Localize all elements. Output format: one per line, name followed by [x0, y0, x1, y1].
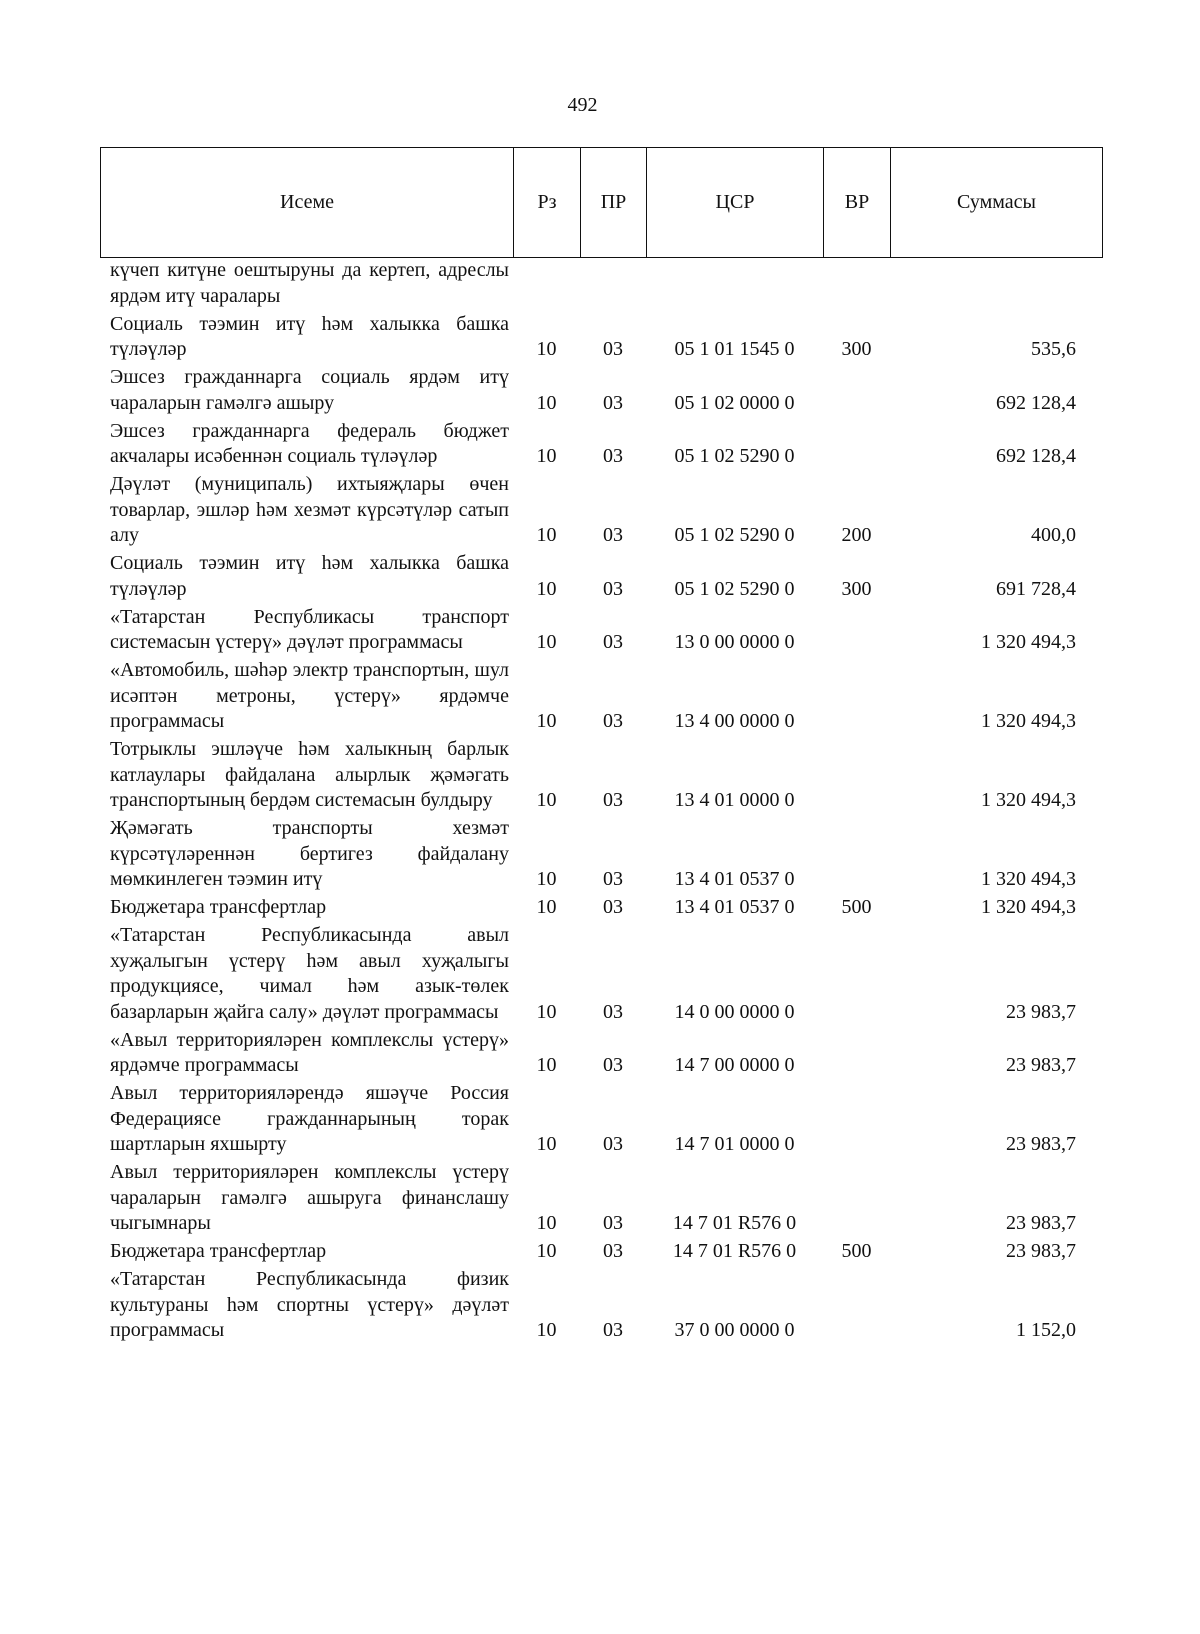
row-name: Бюджетара трансфертлар: [110, 896, 327, 918]
row-rz: 10: [536, 1000, 557, 1023]
table-row: [0, 895, 1165, 921]
row-rz: 10: [536, 577, 557, 600]
row-name: Җәмәгать транспорты хезмәт күрсәтүләреннән бертигез файдалану мөмкинлеген тәэмин итү: [110, 817, 509, 890]
row-csr: 13 4 01 0537 0: [674, 896, 795, 918]
row-name: Бюджетара трансфертлар: [110, 1240, 327, 1262]
row-csr: 14 0 00 0000 0: [674, 1000, 795, 1023]
row-pr: 03: [603, 1212, 623, 1234]
row-sum: 1 320 494,3: [981, 789, 1076, 811]
table-row: [0, 1239, 1165, 1265]
row-rz: 10: [536, 1054, 557, 1076]
header-name: Исеме: [101, 148, 514, 257]
table-row: [0, 1081, 1165, 1158]
row-sum: 691 728,4: [996, 577, 1076, 600]
row-csr: 05 1 02 0000 0: [674, 391, 795, 414]
row-csr: 05 1 02 5290 0: [674, 577, 795, 600]
row-csr: 13 4 01 0537 0: [674, 868, 795, 890]
row-pr: 03: [603, 445, 623, 467]
row-name: Авыл территорияләрен комплекслы үстерү чараларын гамәлгә ашыруга финанслашу чыгымнары: [110, 1161, 509, 1234]
row-pr: 03: [603, 391, 623, 414]
header-vr: ВР: [824, 148, 891, 257]
row-rz: 10: [536, 896, 557, 918]
row-name: Социаль тәэмин итү һәм халыкка башка түләүләр: [110, 552, 509, 600]
page-number: 492: [567, 94, 598, 116]
row-rz: 10: [536, 1319, 557, 1341]
table-row: [0, 258, 1165, 309]
table-row: [0, 1028, 1165, 1079]
table-row: [0, 365, 1165, 416]
row-sum: 1 152,0: [1016, 1319, 1076, 1341]
row-rz: 10: [536, 1240, 557, 1262]
row-name: Авыл территорияләрендә яшәүче Россия Федерациясе гражданнарының торак шартларын яхшырту: [110, 1082, 509, 1155]
row-rz: 10: [536, 524, 557, 546]
row-pr: 03: [603, 868, 623, 890]
row-sum: 1 320 494,3: [981, 868, 1076, 890]
row-csr: 14 7 01 0000 0: [674, 1133, 795, 1155]
row-csr: 13 4 01 0000 0: [674, 789, 795, 811]
row-vr: 500: [841, 896, 872, 918]
row-sum: 23 983,7: [1006, 1000, 1076, 1023]
row-sum: 23 983,7: [1006, 1133, 1076, 1155]
row-sum: 23 983,7: [1006, 1212, 1076, 1234]
table-row: [0, 419, 1165, 470]
table-header: [100, 147, 1103, 258]
row-name: күчеп китүне оештыруны да кертеп, адреслы ярдәм итү чаралары: [110, 259, 509, 307]
header-pr: ПР: [581, 148, 647, 257]
table-row: [0, 1267, 1165, 1344]
row-sum: 23 983,7: [1006, 1240, 1076, 1262]
row-csr: 14 7 01 R576 0: [672, 1212, 797, 1234]
row-vr: 200: [841, 524, 872, 546]
row-pr: 03: [603, 1133, 623, 1155]
header-rz: Рз: [514, 148, 581, 257]
row-rz: 10: [536, 631, 557, 653]
row-csr: 13 4 00 0000 0: [674, 710, 795, 732]
row-vr: 300: [841, 338, 872, 360]
row-pr: 03: [603, 338, 623, 360]
row-sum: 23 983,7: [1006, 1054, 1076, 1076]
row-name: Эшсез гражданнарга федераль бюджет акчалары исәбеннән социаль түләүләр: [110, 419, 509, 467]
row-pr: 03: [603, 631, 623, 653]
row-name: «Автомобиль, шәһәр электр транспортын, шул исәптән метроны, үстерү» ярдәмче программасы: [110, 659, 509, 732]
table-row: [0, 658, 1165, 735]
row-rz: 10: [536, 789, 557, 811]
row-rz: 10: [536, 710, 557, 732]
table-row: [0, 472, 1165, 549]
row-sum: 692 128,4: [996, 391, 1076, 414]
row-sum: 1 320 494,3: [981, 896, 1076, 918]
row-pr: 03: [603, 896, 623, 918]
row-csr: 05 1 02 5290 0: [674, 445, 795, 467]
row-csr: 14 7 00 0000 0: [674, 1054, 795, 1076]
table-row: [0, 1160, 1165, 1237]
row-csr: 05 1 02 5290 0: [674, 524, 795, 546]
row-rz: 10: [536, 445, 557, 467]
row-pr: 03: [603, 1240, 623, 1262]
row-csr: 13 0 00 0000 0: [674, 631, 795, 653]
row-name: «Татарстан Республикасында физик культураны һәм спортны үстерү» дәүләт программасы: [110, 1268, 509, 1341]
row-pr: 03: [603, 1054, 623, 1076]
table-body: [0, 258, 1165, 1346]
row-vr: 300: [841, 577, 872, 600]
table-row: [0, 312, 1165, 363]
row-pr: 03: [603, 710, 623, 732]
table-row: [0, 816, 1165, 893]
row-pr: 03: [603, 577, 623, 600]
header-csr: ЦСР: [647, 148, 824, 257]
row-pr: 03: [603, 789, 623, 811]
table-row: [0, 551, 1165, 602]
row-name: Дәүләт (муниципаль) ихтыяҗлары өчен товарлар, эшләр һәм хезмәт күрсәтүләр сатып алу: [110, 473, 509, 546]
row-name: «Авыл территорияләрен комплекслы үстерү» ярдәмче программасы: [110, 1028, 509, 1076]
row-name: Тотрыклы эшләүче һәм халыкның барлык катлаулары файдалана алырлык җәмәгать транспортының бердәм системасын булдыру: [110, 738, 509, 811]
row-pr: 03: [603, 1319, 623, 1341]
row-csr: 14 7 01 R576 0: [672, 1240, 797, 1262]
row-rz: 10: [536, 1133, 557, 1155]
table-row: [0, 737, 1165, 814]
table-row: [0, 923, 1165, 1025]
row-name: «Татарстан Республикасы транспорт системасын үстерү» дәүләт программасы: [110, 605, 509, 653]
row-sum: 535,6: [1031, 338, 1076, 360]
table-row: [0, 605, 1165, 656]
row-rz: 10: [536, 338, 557, 360]
row-vr: 500: [841, 1240, 872, 1262]
row-sum: 692 128,4: [996, 445, 1076, 467]
row-sum: 1 320 494,3: [981, 710, 1076, 732]
row-rz: 10: [536, 391, 557, 414]
row-name: Эшсез гражданнарга социаль ярдәм итү чараларын гамәлгә ашыру: [110, 366, 509, 414]
row-rz: 10: [536, 1212, 557, 1234]
row-pr: 03: [603, 524, 623, 546]
row-pr: 03: [603, 1000, 623, 1023]
row-csr: 37 0 00 0000 0: [674, 1319, 795, 1341]
row-sum: 400,0: [1031, 524, 1076, 546]
row-name: Социаль тәэмин итү һәм халыкка башка түләүләр: [110, 312, 509, 360]
header-sum: Суммасы: [957, 191, 1036, 213]
row-rz: 10: [536, 868, 557, 890]
row-name: «Татарстан Республикасында авыл хуҗалыгын үстерү һәм авыл хуҗалыгы продукциясе, чимал һәм азык-төлек базарларын җайга салу» дәүләт программасы: [110, 924, 509, 1023]
row-csr: 05 1 01 1545 0: [674, 338, 795, 360]
row-sum: 1 320 494,3: [981, 631, 1076, 653]
